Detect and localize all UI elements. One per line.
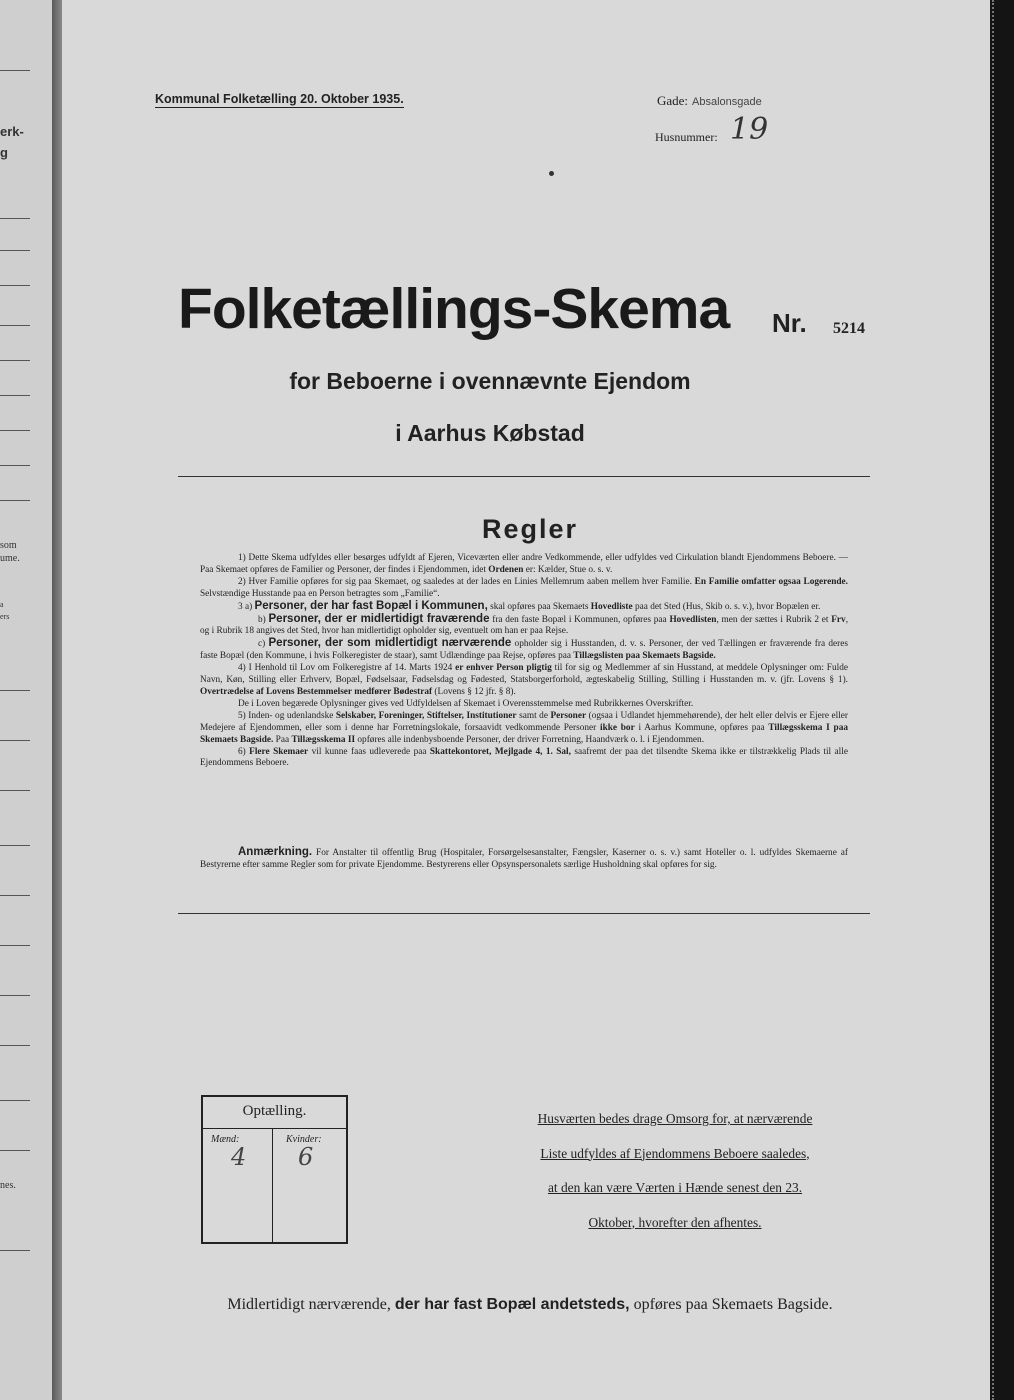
rule-1 (200, 553, 848, 577)
form-subtitle-2: i Aarhus Købstad (395, 420, 585, 446)
rule-emphasis: Personer, der som midlertidigt nærværende (268, 637, 512, 650)
ink-dot (549, 171, 554, 176)
left-page-fragment: a (0, 600, 4, 609)
rule-text: paa det Sted (Hus, Skib o. s. v.), hvor Bopælen er. (632, 601, 821, 612)
rule-bold: Skattekontoret, Mejlgade 4, 1. Sal, (429, 746, 571, 757)
rule-text: , men der sættes i Rubrik 2 et (716, 614, 832, 625)
maend-count-handwritten: 4 (231, 1143, 247, 1171)
rule-text: Paa (273, 734, 292, 745)
rule-text: b) (258, 614, 269, 625)
bottom-text: opføres paa Skemaets Bagside. (629, 1296, 833, 1313)
rule-text: 6) (238, 746, 250, 757)
rule-text: vil kunne faas udleverede paa (308, 746, 430, 757)
remark (200, 847, 848, 872)
rule-bold: Ordenen (488, 564, 524, 575)
rule-2 (200, 577, 848, 601)
gade-value-stamp: Absalonsgade (692, 96, 762, 108)
landlord-notice (490, 1102, 860, 1240)
count-box-column-divider (272, 1128, 273, 1242)
left-page-rule (0, 1250, 30, 1251)
rule-bold: Flere Skemaer (249, 746, 309, 757)
left-page-rule (0, 285, 30, 286)
left-page-rule (0, 1100, 30, 1101)
rule-emphasis: Personer, der har fast Bopæl i Kommunen, (254, 599, 488, 612)
left-page-rule (0, 395, 30, 396)
rule-text: i Aarhus Kommune, opføres paa (634, 722, 769, 733)
rule-text: er: Kælder, Stue o. s. v. (523, 564, 613, 575)
rule-text: opholder sig i Husstanden, d. v. s. Personer, der ved Tællingen er fraværende fra deres faste Bopæl (den Kommune, i hvis Folkeregister de staar), samt Udlændinge paa Rejse, opføres paa (200, 639, 849, 662)
count-box (201, 1095, 348, 1244)
book-gutter (52, 0, 62, 1400)
rule-text: De i Loven begærede Oplysninger gives ved Udfyldelsen af Skemaet i Overensstemmelse med Rubrikkernes Overskrifter. (238, 698, 694, 709)
census-heading: Kommunal Folketælling 20. Oktober 1935. (155, 92, 404, 106)
left-page-strip (0, 0, 52, 1400)
left-page-rule (0, 740, 30, 741)
rule-text: (ogsaa i Udlandet hjemmehørende), der helt eller delvis er Ejere eller Medejere af Ejendommen, eller som i denne har Forretningslokale, forsaavidt vedkommende Personer (200, 710, 848, 733)
form-number-value: 5214 (833, 320, 865, 337)
rule-bold: Tillægsskema I paa Skemaets Bagside. (200, 722, 848, 745)
rule-text: 2) Hver Familie opføres for sig paa Skemaet, og saaledes at der lades en Linies Mellemrum aaben mellem hver Familie. (238, 576, 695, 587)
rules-heading: Regler (481, 514, 579, 544)
rule-6 (200, 747, 848, 771)
notice-line (490, 1137, 860, 1172)
left-page-rule (0, 690, 30, 691)
bottom-instruction (100, 1296, 960, 1314)
rule-bold: En Familie omfatter ogsaa Logerende. (694, 576, 848, 587)
left-page-fragment: nes. (0, 1180, 16, 1191)
form-subtitle-1: for Beboerne i ovennævnte Ejendom (289, 368, 691, 394)
rule-text: til for sig og Medlemmer af sin Husstand, at meddele Oplysninger om: Fulde Navn, Køn, Stilling eller Erhverv, Bopæl, Fødselsaar, Fødselsdag og Fødested, Statsborgerforhold, ægteskabelig Stilling, Stilling i Husstanden m. v. (jfr. Lovens § 1). (200, 663, 848, 686)
notice-text: at den kan være Værten i Hænde senest den 23. (547, 1180, 803, 1195)
rule-bold: Hovedlisten (669, 614, 717, 625)
divider-bottom (178, 913, 870, 914)
rule-text: c) (258, 639, 269, 650)
notice-text: Liste udfyldes af Ejendommens Beboere saaledes, (540, 1145, 810, 1161)
husnummer-handwritten: 19 (730, 112, 769, 147)
left-page-fragment: g (0, 145, 8, 160)
rule-text: 5) Inden- og udenlandske (238, 710, 336, 721)
left-page-rule (0, 500, 30, 501)
form-number-label: Nr. (772, 308, 807, 338)
notice-line (490, 1206, 860, 1241)
rule-text: saafremt der paa det tilsendte Skema ikke er tilstrækkelig Plads til alle Ejendommens Beboere. (200, 746, 848, 769)
rule-5 (200, 711, 848, 747)
left-page-rule (0, 790, 30, 791)
left-page-rule (0, 945, 30, 946)
remark-label: Anmærkning. (238, 846, 313, 858)
notice-line (490, 1102, 860, 1137)
left-page-rule (0, 845, 30, 846)
rule-bold: Frv (831, 614, 846, 625)
count-box-title: Optælling. (242, 1103, 307, 1119)
left-page-rule (0, 430, 30, 431)
left-page-rule (0, 465, 30, 466)
rule-text: 4) I Henhold til Lov om Folkeregistre af 14. Marts 1924 (238, 663, 456, 674)
page-edge (990, 0, 1014, 1400)
left-page-rule (0, 995, 30, 996)
remark-body: For Anstalter til offentlig Brug (Hospitaler, Forsørgelsesanstalter, Fængsler, Kaserner o. s. v.) samt Hoteller o. l. udfyldes Skemaerne af Bestyrerne efter samme Regler som for private Ejendomme. Bestyrerens eller Opsynspersonalets særlige Husholdning skal opføres for sig. (200, 848, 848, 870)
rule-text: skal opføres paa Skemaets (487, 601, 591, 612)
binding-stitches (992, 0, 998, 1400)
left-page-rule (0, 360, 30, 361)
form-title: Folketællings-Skema (178, 277, 730, 341)
rule-bold: Selskaber, Foreninger, Stiftelser, Institutioner (335, 710, 517, 721)
maend-label: Mænd: (211, 1134, 240, 1145)
rule-3c (200, 638, 848, 663)
bottom-bold: der har fast Bopæl andetsteds, (394, 1296, 630, 1313)
left-page-fragment: som (0, 540, 17, 551)
rule-bold: Hovedliste (590, 601, 633, 612)
left-page-fragment: ume. (0, 553, 20, 564)
notice-line (490, 1171, 860, 1206)
rule-text: fra den faste Bopæl i Kommunen, opføres paa (489, 614, 670, 625)
rule-text: , og i Rubrik 18 angives det Sted, hvor han midlertidigt opholder sig, eventuelt om han er paa Rejse. (200, 614, 849, 637)
husnummer-label: Husnummer: (655, 130, 718, 144)
bottom-text: Midlertidigt nærværende, (227, 1296, 395, 1313)
left-page-rule (0, 1150, 30, 1151)
rule-text: opføres alle indenbysboende Personer, der driver Forretning, Haandværk o. l. i Ejendommen. (355, 734, 705, 745)
left-page-fragment: erk- (0, 124, 24, 139)
rule-bold: Overtrædelse af Lovens Bestemmelser medfører Bødestraf (200, 686, 433, 697)
rule-text: 3 a) (238, 601, 255, 612)
notice-text: Husværten bedes drage Omsorg for, at nærværende (537, 1111, 813, 1126)
rule-emphasis: Personer, der er midlertidigt fraværende (268, 612, 490, 625)
left-page-rule (0, 218, 30, 219)
rule-text: samt de (516, 710, 551, 721)
left-page-rule (0, 1045, 30, 1046)
left-page-fragment: ers (0, 612, 10, 621)
rule-bold: Tillægsskema II (291, 734, 356, 745)
rule-bold: Tillægslisten paa Skemaets Bagside. (573, 651, 716, 662)
rule-bold: Personer (550, 710, 587, 721)
left-page-rule (0, 895, 30, 896)
divider-top (178, 476, 870, 477)
kvinder-label: Kvinder: (286, 1134, 322, 1145)
rule-text: Selvstændige Husstande paa en Person betragtes som „Familie“. (200, 588, 440, 599)
left-page-rule (0, 250, 30, 251)
rule-text: (Lovens § 12 jfr. § 8). (432, 686, 516, 697)
rule-text: 1) Dette Skema udfyldes eller besørges udfyldt af Ejeren, Viceværten eller andre Vedkommende, eller udfyldes ved Cirkulation blandt Ejendommens Beboere. — Paa Skemaet opføres de Familier og Personer, der findes i Ejendommen, idet (200, 553, 848, 575)
count-box-divider (203, 1128, 346, 1129)
left-page-rule (0, 325, 30, 326)
kvinder-count-handwritten: 6 (298, 1143, 314, 1171)
left-page-rule (0, 70, 30, 71)
rule-bold: ikke bor (599, 722, 635, 733)
rule-bold: er enhver Person pligtig (455, 663, 552, 674)
rule-3b (200, 614, 848, 639)
rules-text (200, 553, 848, 770)
rule-4-cont (200, 699, 848, 711)
rule-4 (200, 663, 848, 699)
notice-text: Oktober, hvorefter den afhentes. (588, 1214, 762, 1230)
remark-text (200, 847, 848, 872)
gade-label: Gade: (657, 93, 689, 108)
